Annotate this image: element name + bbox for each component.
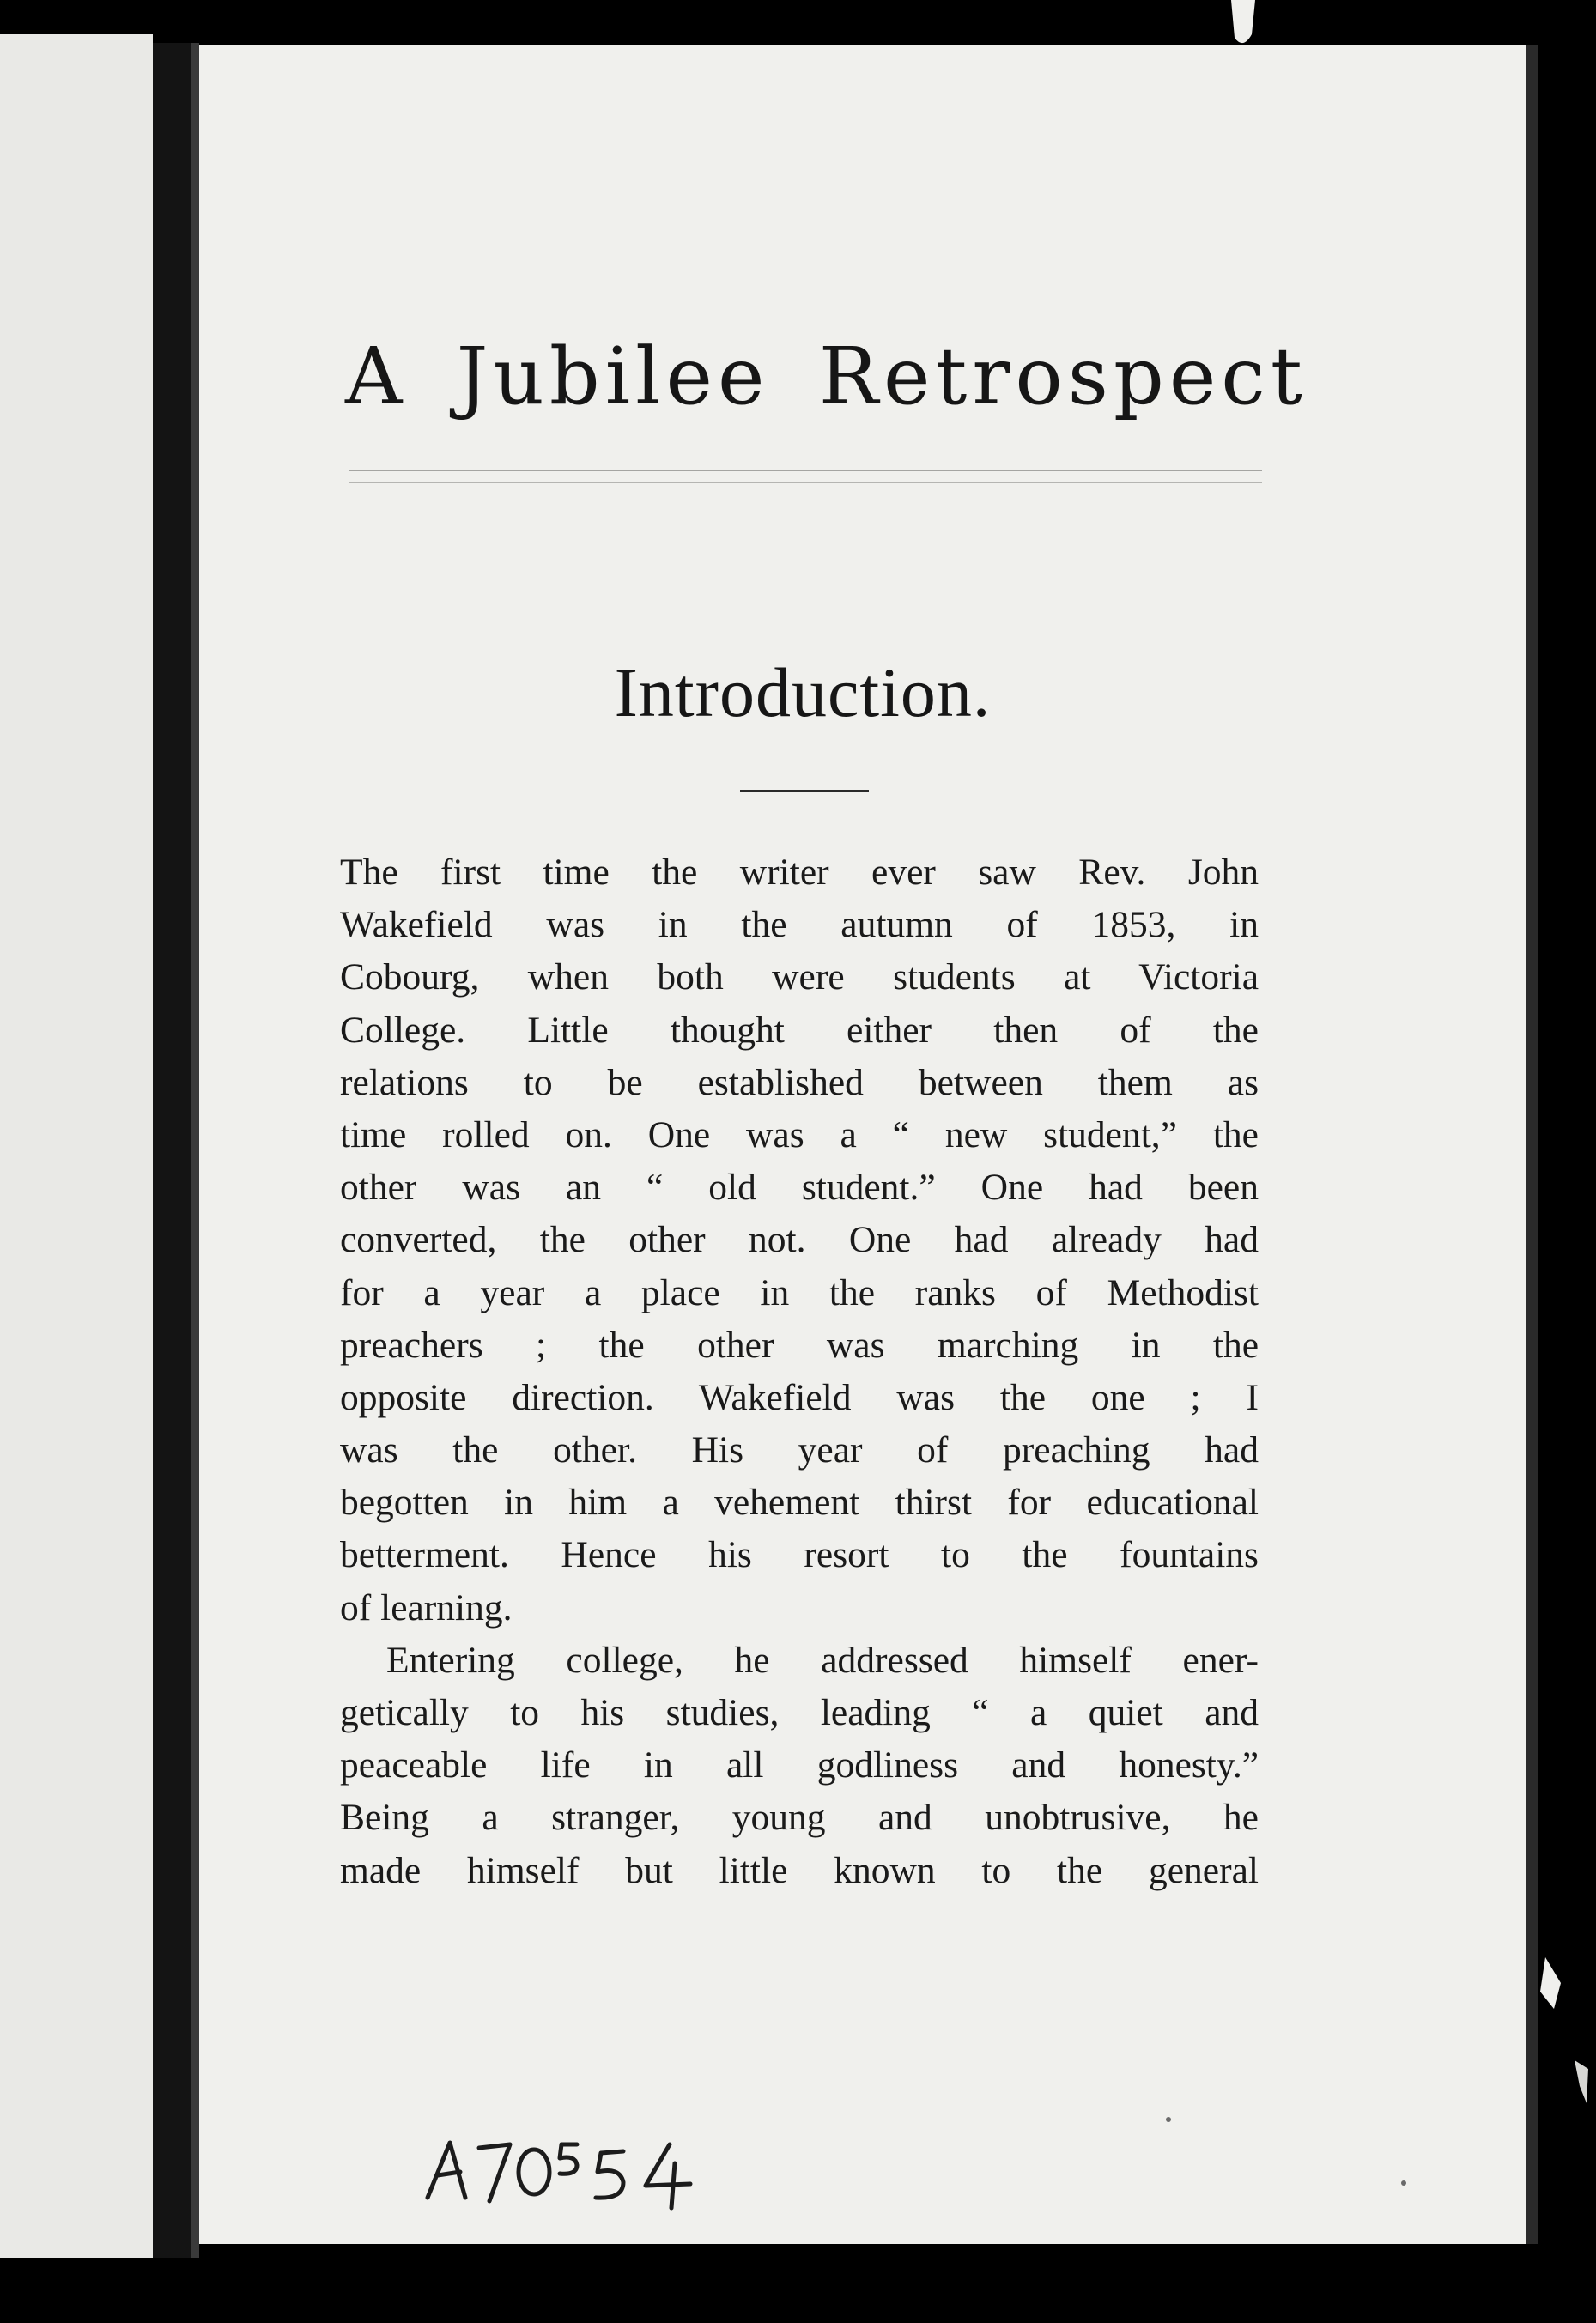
scan-mark — [1520, 1957, 1596, 2120]
body-line: of learning. — [340, 1586, 513, 1629]
body-line: College. Little thought either then of the — [340, 1009, 1259, 1051]
body-line: made himself but little known to the general — [340, 1849, 1259, 1891]
body-line: betterment. Hence his resort to the fountains — [340, 1534, 1259, 1576]
body-line: converted, the other not. One had already had — [340, 1219, 1259, 1261]
scan-mark — [1226, 0, 1260, 50]
body-line: for a year a place in the ranks of Methodist — [340, 1271, 1259, 1313]
body-line: getically to his studies, leading “ a quiet and — [340, 1692, 1259, 1733]
paper-speck — [1166, 2117, 1171, 2122]
gutter-edge — [191, 43, 199, 2258]
body-line: was the other. His year of preaching had — [340, 1429, 1259, 1471]
body-line: opposite direction. Wakefield was the one ; I — [340, 1376, 1259, 1418]
body-line: The first time the writer ever saw Rev. John — [340, 852, 1259, 893]
binding-gutter — [153, 43, 196, 2258]
body-line: preachers ; the other was marching in the — [340, 1324, 1259, 1366]
body-line: Entering college, he addressed himself ener- — [386, 1639, 1259, 1681]
facing-page-edge — [0, 34, 153, 2258]
heading-rule — [740, 790, 869, 792]
page-title: A Jubilee Retrospect — [345, 331, 1308, 422]
body-line: peaceable life in all godliness and honesty.” — [340, 1744, 1259, 1786]
body-line: other was an “ old student.” One had been — [340, 1167, 1259, 1209]
body-line: Cobourg, when both were students at Victoria — [340, 956, 1259, 998]
title-double-rule — [349, 470, 1262, 483]
handwritten-note — [421, 2119, 704, 2213]
body-line: time rolled on. One was a “ new student,” the — [340, 1113, 1259, 1155]
body-line: Being a stranger, young and unobtrusive, he — [340, 1797, 1259, 1839]
page-right-edge — [1526, 45, 1538, 2244]
body-line: Wakefield was in the autumn of 1853, in — [340, 904, 1259, 946]
section-heading: Introduction. — [614, 653, 992, 731]
body-line: begotten in him a vehement thirst for educational — [340, 1482, 1259, 1524]
paper-speck — [1401, 2180, 1406, 2186]
body-line: relations to be established between them as — [340, 1061, 1259, 1103]
body-text — [340, 846, 1259, 1897]
